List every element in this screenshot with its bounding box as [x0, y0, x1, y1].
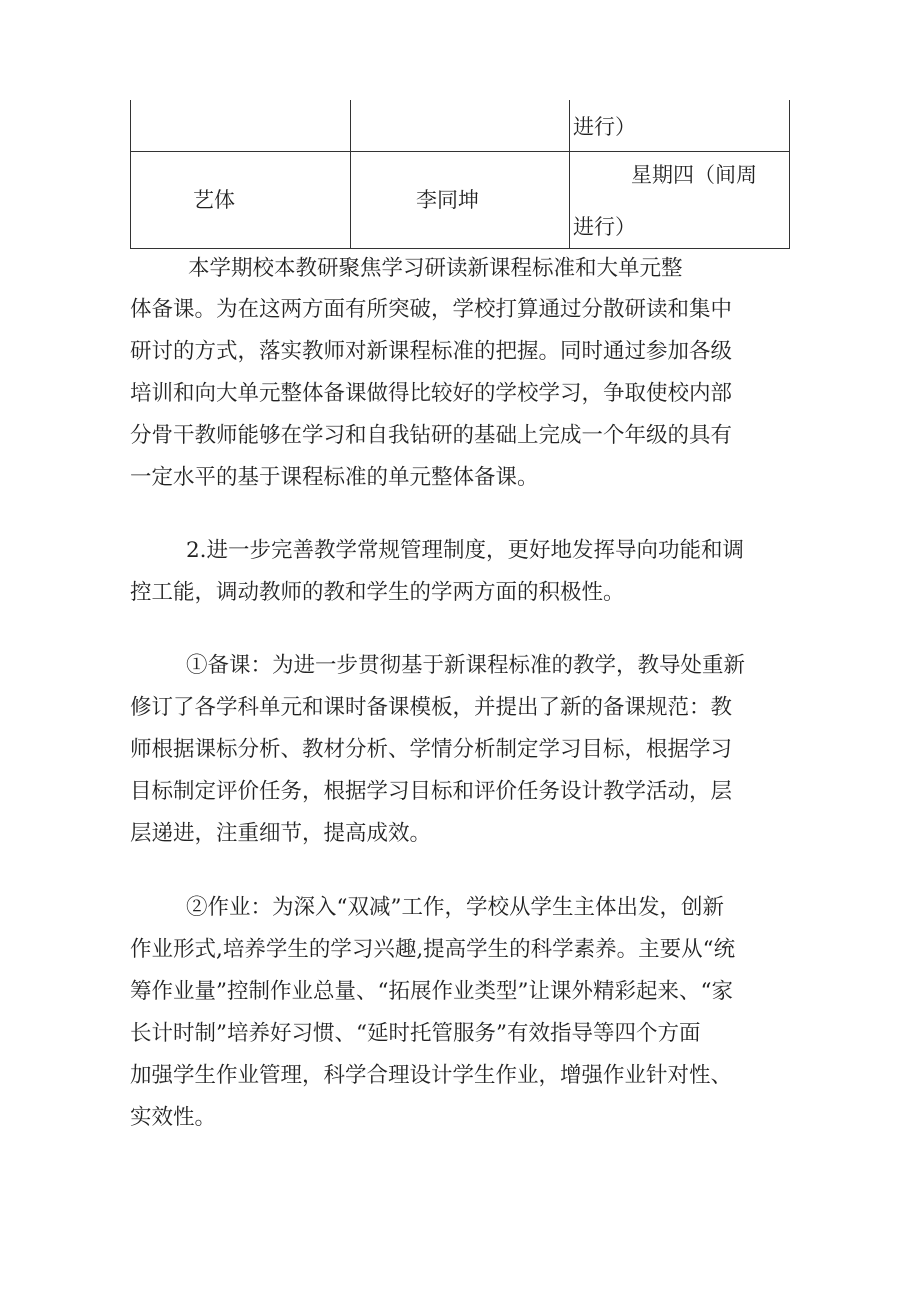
text-line: 实效性。 — [130, 1105, 217, 1130]
text-line: ②作业：为深入“双减”工作，学校从学生主体出发，创新 — [186, 895, 724, 920]
table-col-divider-2 — [569, 100, 570, 249]
table-left-border — [130, 100, 131, 249]
table-row2-time-line1: 星期四（间周 — [631, 163, 757, 187]
text-line: 师根据课标分析、教材分析、学情分析制定学习目标，根据学习 — [130, 737, 733, 762]
text-line: 长计时制”培养好习惯、“延时托管服务”有效指导等四个方面 — [130, 1021, 701, 1046]
text-line: 研讨的方式，落实教师对新课程标准的把握。同时通过参加各级 — [130, 339, 733, 364]
text-line: ①备课：为进一步贯彻基于新课程标准的教学，教导处重新 — [186, 653, 746, 678]
text-line: 本学期校本教研聚焦学习研读新课程标准和大单元整 — [188, 256, 683, 281]
text-line: 体备课。为在这两方面有所突破，学校打算通过分散研读和集中 — [130, 297, 733, 322]
text-line: 一定水平的基于课程标准的单元整体备课。 — [130, 465, 539, 490]
text-line: 目标制定评价任务，根据学习目标和评价任务设计教学活动，层 — [130, 779, 733, 804]
text-line: 作业形式,培养学生的学习兴趣,提高学生的科学素养。主要从“统 — [130, 937, 736, 962]
text-line: 加强学生作业管理，科学合理设计学生作业，增强作业针对性、 — [130, 1063, 733, 1088]
table-col-divider-1 — [350, 100, 351, 249]
table-right-border — [789, 100, 790, 249]
table-row2-subject-cell: 艺体 — [193, 188, 235, 212]
text-line: 修订了各学科单元和课时备课模板，并提出了新的备课规范：教 — [130, 695, 733, 720]
text-line: 2.进一步完善教学常规管理制度，更好地发挥导向功能和调 — [186, 538, 745, 563]
text-line: 层递进，注重细节，提高成效。 — [130, 821, 432, 846]
text-line: 筹作业量”控制作业总量、“拓展作业类型”让课外精彩起来、“家 — [130, 979, 733, 1004]
table-row2-teacher-cell: 李同坤 — [416, 188, 479, 212]
table-row1-time-cell: 进行） — [573, 115, 636, 139]
text-line: 分骨干教师能够在学习和自我钻研的基础上完成一个年级的具有 — [130, 423, 733, 448]
table-row-divider — [130, 151, 790, 152]
text-line: 控工能，调动教师的教和学生的学两方面的积极性。 — [130, 580, 625, 605]
table-bottom-border — [130, 248, 790, 249]
text-line: 培训和向大单元整体备课做得比较好的学校学习，争取使校内部 — [130, 381, 733, 406]
table-row2-time-line2: 进行） — [573, 215, 636, 239]
